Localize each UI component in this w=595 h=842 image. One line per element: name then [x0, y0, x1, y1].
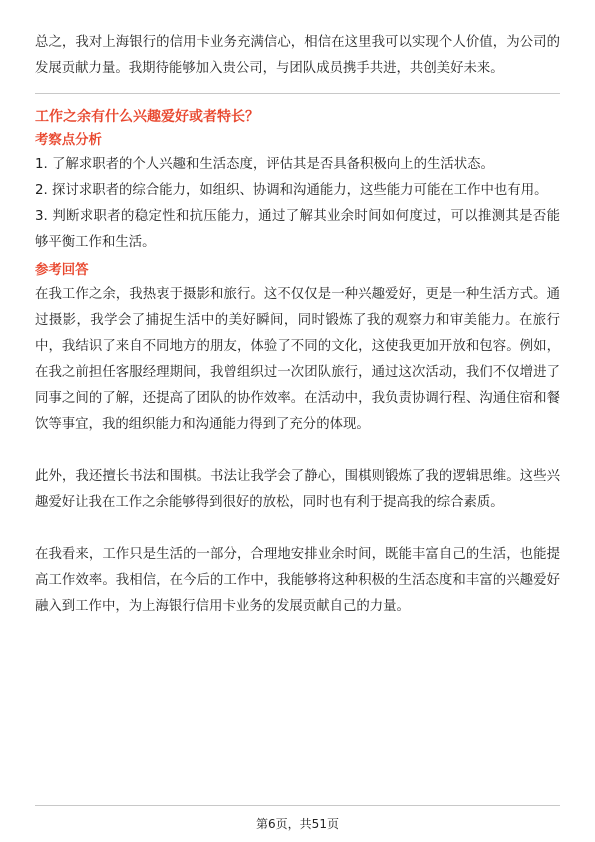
answer-paragraph: 在我工作之余，我热衷于摄影和旅行。这不仅仅是一种兴趣爱好，更是一种生活方式。通过摄影，我学会了捕捉生活中的美好瞬间，同时锻炼了我的观察力和审美能力。在旅行中，我结识了来自不同地方的朋友，体验了不同的文化，这使我更加开放和包容。例如，在我之前担任客服经理期间，我曾组织过一次团队旅行，通过这次活动，我们不仅增进了同事之间的了解，还提高了团队的协作效率。在活动中，我负责协调行程、沟通住宿和餐饮等事宜，我的组织能力和沟通能力得到了充分的体现。 — [35, 287, 560, 432]
interview-question: 工作之余有什么兴趣爱好或者特长？ — [35, 109, 259, 125]
page-content — [35, 30, 560, 620]
intro-paragraph: 总之，我对上海银行的信用卡业务充满信心，相信在这里我可以实现个人价值，为公司的发展贡献力量。我期待能够加入贵公司，与团队成员携手共进，共创美好未来。 — [35, 35, 560, 76]
analysis-heading: 考察点分析 — [35, 133, 102, 148]
answer-paragraph: 此外，我还擅长书法和围棋。书法让我学会了静心，围棋则锻炼了我的逻辑思维。这些兴趣爱好让我在工作之余能够得到很好的放松，同时也有利于提高我的综合素质。 — [35, 469, 560, 510]
analysis-item: 3. 判断求职者的稳定性和抗压能力，通过了解其业余时间如何度过，可以推测其是否能够平衡工作和生活。 — [35, 209, 560, 250]
footer-divider — [35, 805, 560, 806]
answer-paragraph: 在我看来，工作只是生活的一部分，合理地安排业余时间，既能丰富自己的生活，也能提高工作效率。我相信，在今后的工作中，我能够将这种积极的生活态度和丰富的兴趣爱好融入到工作中，为上海银行信用卡业务的发展贡献自己的力量。 — [35, 547, 560, 614]
answer-heading: 参考回答 — [35, 263, 89, 278]
section-divider — [35, 93, 560, 94]
page-number: 第6页，共51页 — [256, 817, 339, 831]
analysis-item: 2. 探讨求职者的综合能力，如组织、协调和沟通能力，这些能力可能在工作中也有用。 — [35, 183, 548, 198]
analysis-item: 1. 了解求职者的个人兴趣和生活态度，评估其是否具备积极向上的生活状态。 — [35, 157, 494, 172]
